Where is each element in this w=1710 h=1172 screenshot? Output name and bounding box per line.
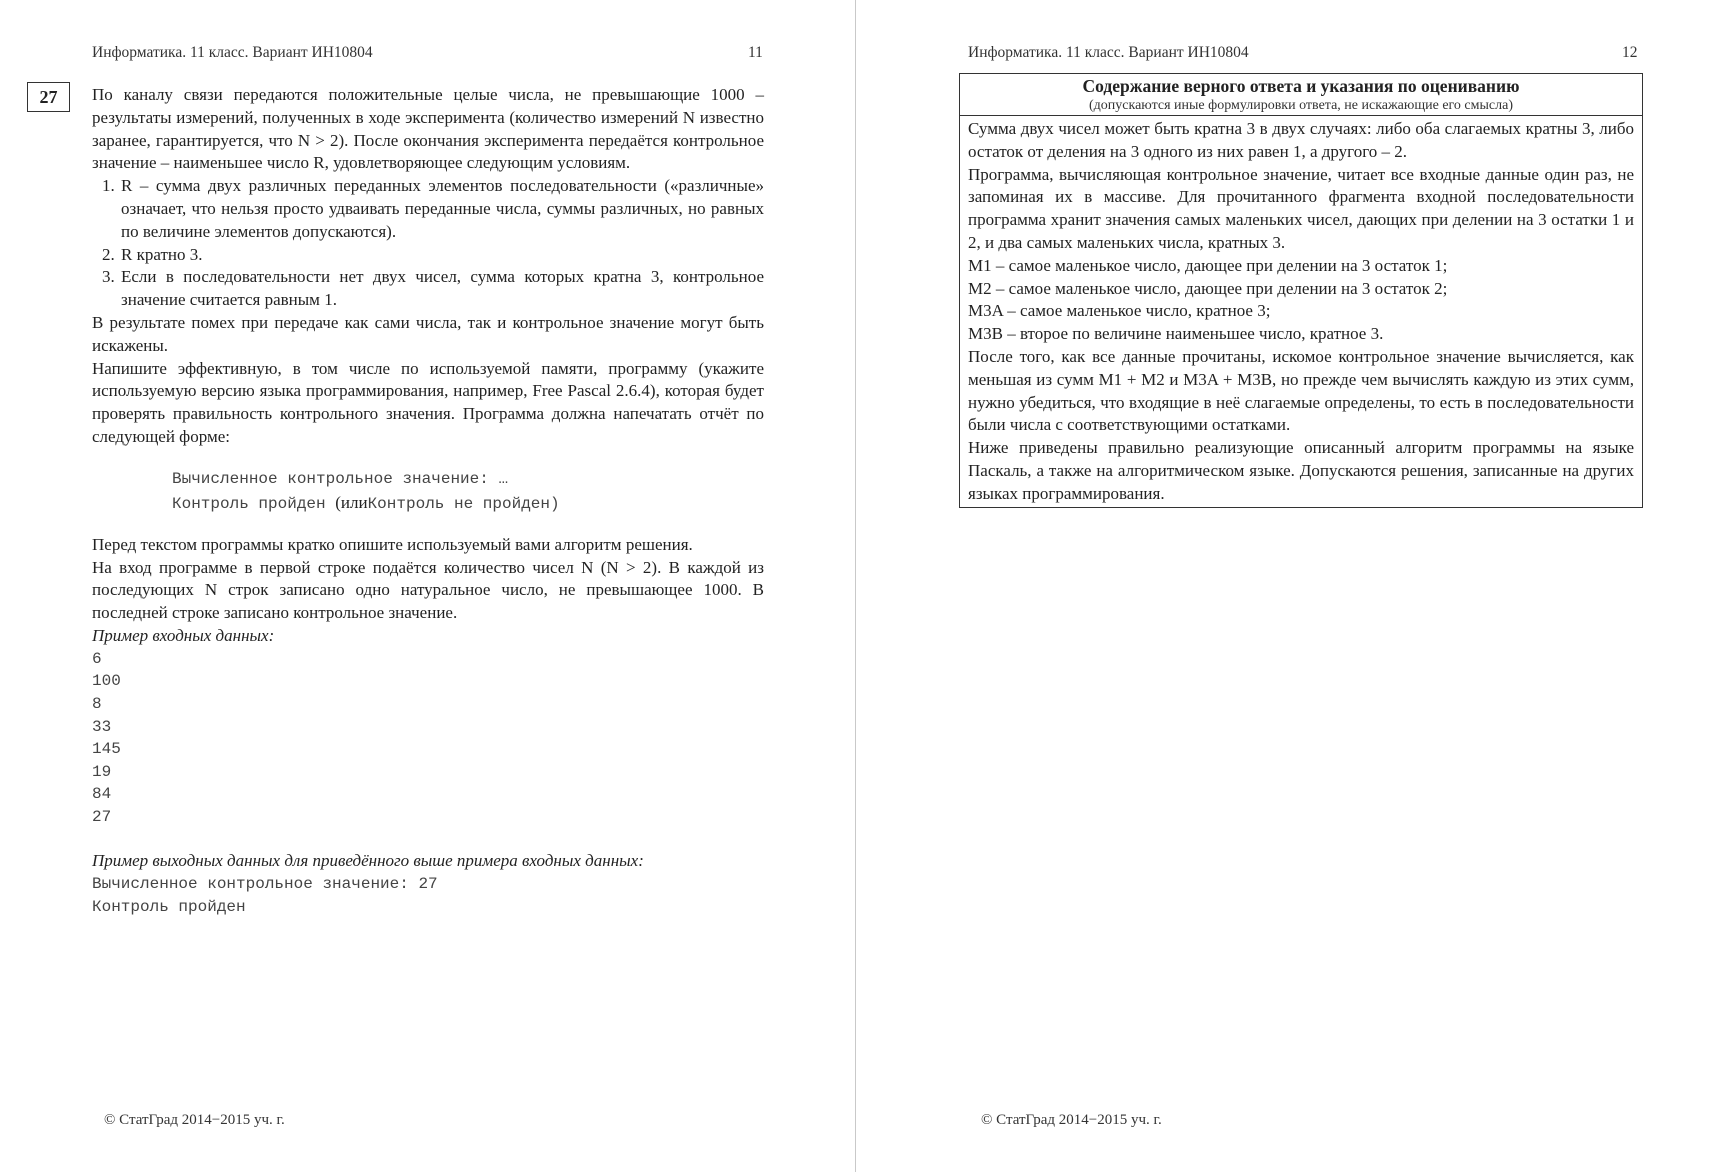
answer-paragraph: M3B – второе по величине наименьшее число, кратное 3. (968, 324, 1384, 344)
input-example-line: 8 (92, 694, 102, 713)
output-form-line-1: Вычисленное контрольное значение: … (172, 469, 509, 488)
input-example-line: 19 (92, 762, 112, 781)
task-text: Напишите эффективную, в том числе по используемой памяти, программу (укажите используемую версию языка программирования, например, Free Pascal 2.6.4), которая будет проверять правильность контрольного значения. Программа должна напечатать отчёт по следующей форме: (92, 358, 764, 446)
output-example-line: Контроль пройден (92, 897, 246, 916)
input-example-label: Пример входных данных: (92, 625, 275, 645)
input-example-line: 100 (92, 672, 121, 691)
input-example-line: 6 (92, 649, 102, 668)
answer-paragraph: M1 – самое маленькое число, дающее при делении на 3 остаток 1; (968, 255, 1448, 275)
answer-box-subtitle: (допускаются иные формулировки ответа, не искажающие его смысла) (1089, 98, 1513, 113)
input-example-line: 27 (92, 807, 112, 826)
task-number-badge: 27 (27, 82, 70, 112)
input-description: На вход программе в первой строке подаётся количество чисел N (N > 2). В каждой из последующих N строк записано одно натуральное число, не превышающее 1000. В последней строке записано контрольное значение. (92, 557, 764, 623)
output-form-fail: Контроль не пройден) (367, 494, 560, 513)
input-example (92, 648, 764, 829)
noise-note: В результате помех при передаче как сами числа, так и контрольное значение могут быть искажены. (92, 312, 764, 355)
output-form-or: (или (335, 492, 368, 512)
task-intro: По каналу связи передаются положительные целые числа, не превышающие 1000 – результаты измерений, полученных в ходе эксперимента (количество измерений N известно заранее, гарантируется, что N > 2). После окончания эксперимента передаётся контрольное значение – наименьшее число R, удовлетворяющее следующим условиям. (92, 85, 764, 173)
output-example-label: Пример выходных данных для приведённого выше примера входных данных: (92, 851, 644, 871)
algorithm-note: Перед текстом программы кратко опишите используемый вами алгоритм решения. (92, 534, 693, 554)
input-example-line: 145 (92, 740, 121, 759)
task-content (92, 84, 764, 918)
page-number: 12 (1622, 44, 1638, 61)
page-divider (855, 0, 856, 1172)
answer-box-header (960, 74, 1642, 116)
output-form (172, 467, 764, 516)
answer-paragraph: После того, как все данные прочитаны, искомое контрольное значение вычисляется, как меньшая из сумм M1 + M2 и M3A + M3B, но прежде чем вычислять каждую из этих сумм, нужно убедиться, что входящие в неё слагаемые определены, то есть в последовательности были числа с соответствующими остатками. (968, 346, 1634, 435)
page-footer: © СтатГрад 2014−2015 уч. г. (981, 1112, 1162, 1128)
output-form-line-2 (172, 491, 764, 516)
conditions-list (92, 175, 764, 312)
page-number: 11 (748, 44, 763, 61)
answer-box-title: Содержание верного ответа и указания по оцениванию (1082, 76, 1520, 96)
page-footer: © СтатГрад 2014−2015 уч. г. (104, 1112, 285, 1128)
answer-paragraph: M3A – самое маленькое число, кратное 3; (968, 301, 1271, 321)
answer-box-body (960, 116, 1642, 507)
output-form-pass: Контроль пройден (172, 494, 336, 513)
answer-paragraph: Программа, вычисляющая контрольное значение, читает все входные данные один раз, не запоминая их в массиве. Для прочитанного фрагмента входной последовательности программа хранит значения самых маленьких чисел, дающих при делении на 3 остатки 1 и 2, и два самых маленьких числа, кратных 3. (968, 164, 1634, 252)
condition-item: 2. R кратно 3. (119, 244, 764, 267)
page-header: Информатика. 11 класс. Вариант ИН10804 (92, 44, 373, 61)
condition-item: 3. Если в последовательности нет двух чисел, сумма которых кратна 3, контрольное значение считается равным 1. (119, 266, 764, 312)
output-example-line: Вычисленное контрольное значение: 27 (92, 875, 438, 894)
input-example-line: 33 (92, 717, 112, 736)
input-example-line: 84 (92, 785, 112, 804)
condition-item: 1. R – сумма двух различных переданных элементов последовательности («различные» означает, что нельзя просто удваивать переданные числа, суммы различных, но равных по величине элементов допускаются). (119, 175, 764, 243)
page-header: Информатика. 11 класс. Вариант ИН10804 (968, 44, 1249, 61)
answer-paragraph: Ниже приведены правильно реализующие описанный алгоритм программы на языке Паскаль, а также на алгоритмическом языке. Допускаются решения, записанные на других языках программирования. (968, 438, 1634, 503)
answer-paragraph: Сумма двух чисел может быть кратна 3 в двух случаях: либо оба слагаемых кратны 3, либо остаток от деления на 3 одного из них равен 1, а другого – 2. (968, 119, 1634, 161)
answer-paragraph: M2 – самое маленькое число, дающее при делении на 3 остаток 2; (968, 278, 1448, 298)
answer-box (959, 73, 1643, 508)
